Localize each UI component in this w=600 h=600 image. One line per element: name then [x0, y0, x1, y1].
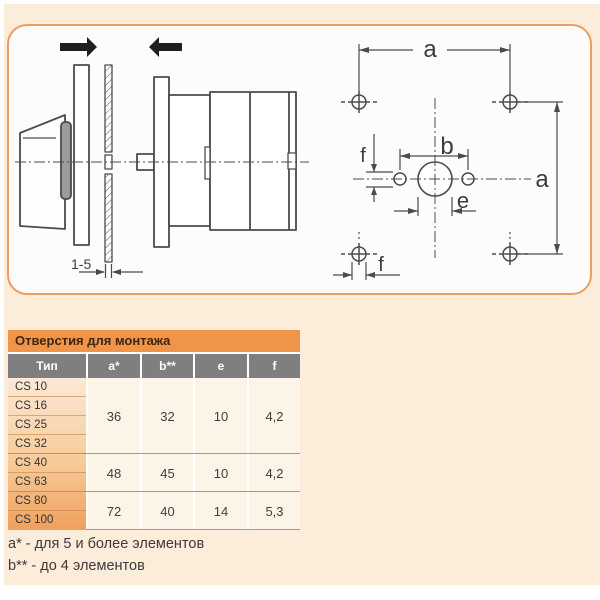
- value-group2-a: 48: [106, 465, 122, 481]
- table-header-row: [8, 354, 300, 378]
- body-section-1: [169, 95, 210, 226]
- value-group3-b: 40: [160, 503, 175, 519]
- arrow-left-icon: [149, 37, 182, 57]
- value-group2-b: 45: [160, 465, 175, 481]
- switch-side-view: [15, 65, 309, 262]
- column-separator: [193, 354, 195, 530]
- dim-label-f-left: f: [360, 145, 366, 167]
- arrow-right-icon: [60, 37, 97, 57]
- value-group3-a: 72: [106, 503, 122, 519]
- knob: [20, 115, 65, 229]
- row-type-cs10: CS 10: [8, 378, 86, 397]
- mounting-arrows: [60, 37, 182, 57]
- dim-label-a-right: a: [535, 166, 549, 193]
- knob-collar: [61, 122, 71, 199]
- value-group1-e: 10: [213, 408, 229, 424]
- group-separator-line: [8, 491, 300, 493]
- mounting-panel-hatch-top: [105, 65, 112, 152]
- mounting-drawing: [9, 26, 590, 293]
- value-group1-f: 4,2: [265, 408, 284, 424]
- group-separator-line: [8, 453, 300, 455]
- row-type-cs80: CS 80: [8, 492, 86, 511]
- end-notch: [288, 153, 296, 169]
- row-type-cs32: CS 32: [15, 438, 47, 450]
- row-type-cs100: CS 100: [15, 514, 54, 526]
- col-header-b: b**: [159, 359, 176, 373]
- column-separator: [247, 354, 249, 530]
- catalog-page: [4, 4, 600, 585]
- col-header-a: a*: [108, 359, 120, 373]
- corner-hole-top-left: [341, 91, 377, 113]
- value-group3-e: 14: [213, 503, 229, 519]
- value-group2-e: 10: [213, 465, 229, 481]
- table-bottom-line: [86, 529, 300, 531]
- row-type-cs25: CS 25: [8, 416, 86, 435]
- value-group1-b: 32: [160, 408, 175, 424]
- body-tab: [205, 147, 210, 179]
- mounting-drawing-panel: [7, 24, 592, 295]
- table-body: [8, 378, 300, 530]
- column-separator: [140, 354, 142, 530]
- hole-pattern-view: [333, 44, 563, 280]
- value-group3-f: 5,3: [265, 503, 284, 519]
- dim-label-e: e: [456, 188, 470, 213]
- dim-label-a-top: a: [423, 36, 437, 63]
- footnote-b: b** - до 4 элементов: [8, 558, 145, 574]
- body-section-2: [210, 92, 296, 230]
- col-header-type: Тип: [36, 359, 58, 373]
- dim-label-b: b: [440, 133, 454, 160]
- mounting-panel-hatch-bottom: [105, 174, 112, 262]
- col-header-e: e: [217, 359, 225, 373]
- footnote-a: a* - для 5 и более элементов: [8, 536, 205, 552]
- row-type-cs63: CS 63: [15, 476, 47, 488]
- value-group2-f: 4,2: [265, 465, 284, 481]
- row-type-cs16: CS 16: [8, 397, 86, 416]
- col-header-f: f: [272, 359, 277, 373]
- corner-hole-bottom-left: [341, 243, 377, 265]
- column-separator: [86, 354, 88, 530]
- front-plate: [74, 65, 89, 245]
- dim-label-panel-thickness: 1-5: [71, 256, 92, 272]
- row-type-cs40: CS 40: [8, 454, 86, 473]
- dim-label-f-bottom: f: [378, 254, 384, 276]
- table-title: Отверстия для монтажа: [8, 330, 300, 352]
- value-group1-a: 36: [106, 408, 122, 424]
